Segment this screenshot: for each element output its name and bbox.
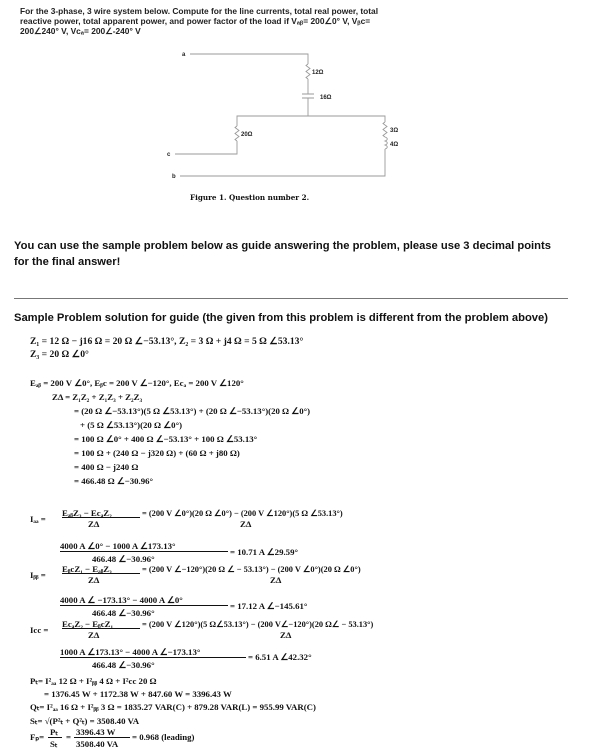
- ic-denominator: 466.48 ∠−30.96°: [92, 660, 155, 670]
- source-voltages: Eₐᵦ = 200 V ∠0°, Eᵦc = 200 V ∠−120°, Ecₐ = 200 V ∠120°: [30, 378, 244, 388]
- r12-label: 12Ω: [312, 70, 324, 76]
- ic-numerator: 1000 A ∠173.13° − 4000 A ∠−173.13°: [60, 647, 201, 657]
- pf-mid-top: 3396.43 W: [76, 727, 116, 737]
- ic-label: Icc =: [30, 625, 49, 635]
- ia-substitution-bottom: ZΔ: [240, 519, 252, 529]
- ic-fraction-bottom: ZΔ: [88, 630, 100, 640]
- ia-result: = 10.71 A ∠29.59°: [230, 547, 298, 557]
- guide-line-1: You can use the sample problem below as guide answering the problem, please use 3 decimal points: [14, 240, 551, 252]
- question-line-2: reactive power, total apparent power, and power factor of the load if Vₐᵦ= 200∠0° V, Vᵦc=: [20, 16, 371, 26]
- pf-top: Pₜ: [50, 727, 58, 737]
- ia-label: Iₐₐ =: [30, 514, 46, 524]
- capacitor-16-symbol: [302, 94, 314, 98]
- node-c-label: c: [167, 152, 171, 158]
- l4-label: 4Ω: [390, 142, 399, 148]
- apparent-power: Sₜ= √(P²ₜ + Q²ₜ) = 3508.40 VA: [30, 716, 140, 726]
- delta-impedance-step-3: = 100 Ω ∠0° + 400 Ω ∠−53.13° + 100 Ω ∠53.13°: [74, 434, 258, 444]
- ia-fraction-bottom: ZΔ: [88, 519, 100, 529]
- wire-a: [190, 54, 308, 64]
- delta-impedance-step-1: = (20 Ω ∠−53.13°)(5 Ω ∠53.13°) + (20 Ω ∠−53.13°)(20 Ω ∠0°): [74, 406, 311, 416]
- pf-bottom: Sₜ: [50, 739, 58, 749]
- question-text: [20, 6, 580, 36]
- ib-fraction-bottom: ZΔ: [88, 575, 100, 585]
- delta-impedance-step-5: = 400 Ω − j240 Ω: [74, 462, 139, 472]
- delta-impedance-formula: ZΔ = Z₁Z₂ + Z₁Z₃ + Z₂Z₃: [52, 392, 143, 402]
- real-power-result: = 1376.45 W + 1172.38 W + 847.60 W = 3396.43 W: [44, 689, 232, 699]
- delta-impedance-result: = 466.48 Ω ∠−30.96°: [74, 476, 154, 486]
- ia-fraction-top: EₐᵦZ₃ − EcₐZ₂: [62, 508, 112, 518]
- ic-substitution-bottom: ZΔ: [280, 630, 292, 640]
- impedance-z3: Z₃ = 20 Ω ∠0°: [30, 349, 89, 360]
- ia-numerator: 4000 A ∠0° − 1000 A ∠173.13°: [60, 541, 176, 551]
- circuit-figure: [140, 36, 420, 208]
- delta-impedance-step-4: = 100 Ω + (240 Ω − j320 Ω) + (60 Ω + j80 Ω): [74, 448, 240, 458]
- delta-impedance-step-2: + (5 Ω ∠53.13°)(20 Ω ∠0°): [80, 420, 183, 430]
- impedance-z1-z2: Z₁ = 12 Ω − j16 Ω = 20 Ω ∠−53.13°, Z₂ = 3 Ω + j4 Ω = 5 Ω ∠53.13°: [30, 336, 304, 347]
- ib-substitution-bottom: ZΔ: [270, 575, 282, 585]
- c16-label: 16Ω: [320, 95, 332, 101]
- resistor-3-symbol: [383, 122, 387, 137]
- resistor-12-symbol: [306, 64, 310, 79]
- real-power-formula: Pₜ= I²ₐₐ 12 Ω + I²ᵦᵦ 4 Ω + I²cc 20 Ω: [30, 676, 157, 686]
- question-line-3: 200∠240° V, Vᴄₐ= 200∠-240° V: [20, 26, 141, 36]
- ic-substitution: = (200 V ∠120°)(5 Ω∠53.13°) − (200 V∠−120°)(20 Ω∠ − 53.13°): [142, 620, 374, 629]
- ic-result: = 6.51 A ∠42.32°: [248, 652, 312, 662]
- question-line-1: For the 3-phase, 3 wire system below. Compute for the line currents, total real power, total: [20, 6, 379, 16]
- ia-denominator: 466.48 ∠−30.96°: [92, 554, 155, 564]
- reactive-power: Qₜ= I²ₐₐ 16 Ω + I²ᵦᵦ 3 Ω = 1835.27 VAR(C) + 879.28 VAR(L) = 955.99 VAR(C): [30, 702, 316, 712]
- ib-denominator: 466.48 ∠−30.96°: [92, 608, 155, 618]
- sample-heading: Sample Problem solution for guide (the given from this problem is different from the problem above): [14, 312, 548, 324]
- figure-caption: Figure 1. Question number 2.: [190, 193, 310, 202]
- ib-numerator: 4000 A ∠ −173.13° − 4000 A ∠0°: [60, 595, 183, 605]
- r20-label: 20Ω: [241, 132, 253, 138]
- ia-substitution: = (200 V ∠0°)(20 Ω ∠0°) − (200 V ∠120°)(5 Ω ∠53.13°): [142, 509, 343, 518]
- ib-fraction-top: EᵦcZ₁ − EₐᵦZ₃: [62, 564, 112, 574]
- pf-mid-bottom: 3508.40 VA: [76, 739, 119, 749]
- guide-instruction: [14, 238, 582, 270]
- pf-result: = 0.968 (leading): [132, 732, 195, 742]
- resistor-20-symbol: [235, 126, 239, 141]
- ib-result: = 17.12 A ∠−145.61°: [230, 601, 308, 611]
- pf-label: Fₚ=: [30, 732, 45, 742]
- r3-label: 3Ω: [390, 128, 399, 134]
- ib-label: Iᵦᵦ =: [30, 570, 46, 580]
- guide-line-2: for the final answer!: [14, 256, 121, 268]
- node-b-label: b: [172, 174, 176, 180]
- ib-substitution: = (200 V ∠−120°)(20 Ω ∠ − 53.13°) − (200 V ∠0°)(20 Ω ∠0°): [142, 565, 361, 574]
- inductor-4-symbol: [385, 137, 387, 149]
- ic-fraction-top: EcₐZ₂ − EᵦcZ₁: [62, 619, 114, 629]
- divider-line: [14, 298, 568, 299]
- node-a-label: a: [182, 52, 186, 58]
